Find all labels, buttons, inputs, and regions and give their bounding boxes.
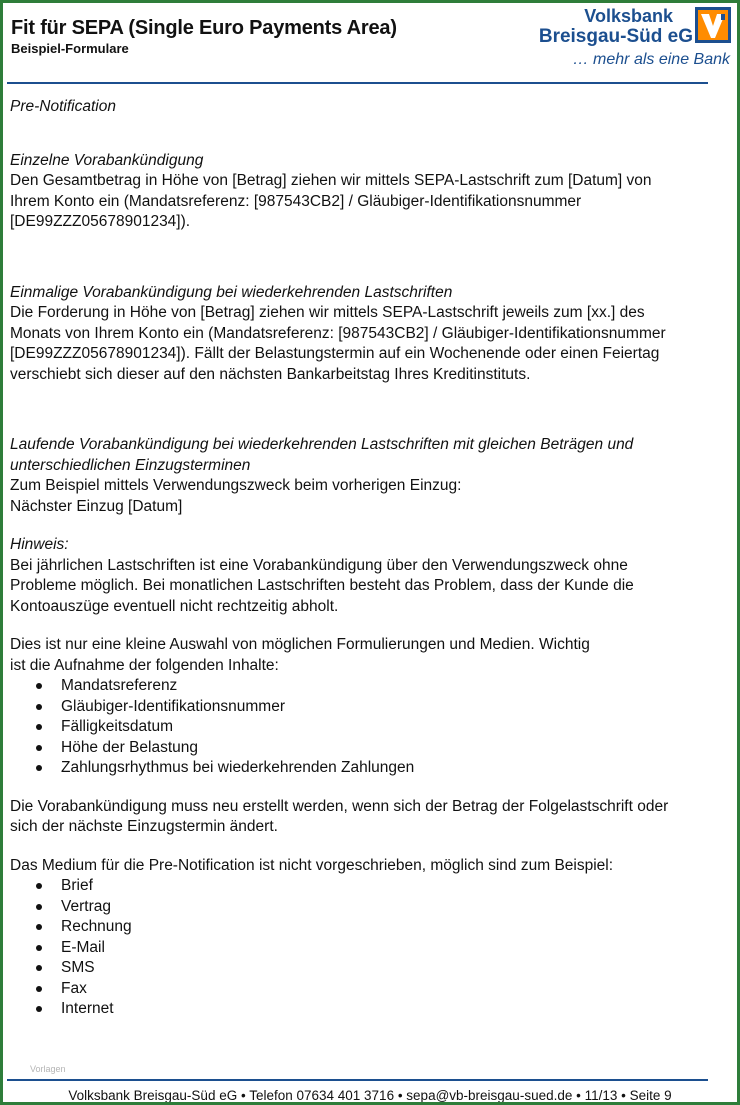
document-title: Fit für SEPA (Single Euro Payments Area) <box>11 17 397 39</box>
list-item: Gläubiger-Identifikationsnummer <box>10 697 734 718</box>
recurring-once-heading: Einmalige Vorabankündigung bei wiederkehrenden Lastschriften <box>10 283 453 301</box>
list-item: E-Mail <box>10 938 734 959</box>
body-line: Das Medium für die Pre-Notification ist nicht vorgeschrieben, möglich sind zum Beispiel: <box>10 856 614 874</box>
note-heading: Hinweis: <box>10 536 69 553</box>
footer-divider <box>7 1079 708 1081</box>
body-line: Die Vorabankündigung muss neu erstellt werden, wenn sich der Betrag der Folgelastschrift oder <box>10 797 669 815</box>
single-notice-heading: Einzelne Vorabankündigung <box>10 151 204 169</box>
document-subtitle: Beispiel-Formulare <box>11 41 129 56</box>
bank-logo <box>491 5 731 71</box>
body-line: verschiebt sich dieser auf den nächsten Bankarbeitstag Ihres Kreditinstituts. <box>10 365 531 383</box>
body-line: Ihrem Konto ein (Mandatsreferenz: [987543CB2] / Gläubiger-Identifikationsnummer <box>10 192 582 210</box>
medium-list <box>10 876 734 1020</box>
body-line: Nächster Einzug [Datum] <box>10 497 183 515</box>
document-body <box>10 97 734 1020</box>
list-item: Brief <box>10 876 734 897</box>
list-item: SMS <box>10 958 734 979</box>
logo-name-line2: Breisgau-Süd eG <box>538 26 693 47</box>
body-line: [DE99ZZZ05678901234]). Fällt der Belastungstermin auf ein Wochenende oder einen Feiertag <box>10 345 660 362</box>
list-item: Fälligkeitsdatum <box>10 717 734 738</box>
body-line: Kontoauszüge eventuell nicht rechtzeitig abholt. <box>10 597 339 615</box>
list-item: Höhe der Belastung <box>10 738 734 759</box>
header-divider <box>7 82 708 84</box>
body-line: [DE99ZZZ05678901234]). <box>10 213 191 230</box>
body-line: Probleme möglich. Bei monatlichen Lastschriften besteht das Problem, dass der Kunde die <box>10 577 634 594</box>
list-item: Mandatsreferenz <box>10 676 734 697</box>
bank-logo-icon <box>695 7 731 43</box>
page-footer: Volksbank Breisgau-Süd eG • Telefon 07634 401 3716 • sepa@vb-breisgau-sued.de • 11/13 • Seite 9 <box>68 1088 672 1102</box>
list-item: Rechnung <box>10 917 734 938</box>
logo-slogan: … mehr als eine Bank <box>572 51 730 68</box>
list-item: Zahlungsrhythmus bei wiederkehrenden Zahlungen <box>10 758 734 779</box>
body-line: Dies ist nur eine kleine Auswahl von möglichen Formulierungen und Medien. Wichtig <box>10 636 590 653</box>
body-line: Monats von Ihrem Konto ein (Mandatsreferenz: [987543CB2] / Gläubiger-Identifikationsnummer <box>10 324 666 342</box>
list-item: Vertrag <box>10 897 734 918</box>
logo-name-line1: Volksbank <box>584 6 673 26</box>
body-line: Den Gesamtbetrag in Höhe von [Betrag] ziehen wir mittels SEPA-Lastschrift zum [Datum] von <box>10 172 652 189</box>
ongoing-notice-heading: Laufende Vorabankündigung bei wiederkehrenden Lastschriften mit gleichen Beträgen und <box>10 436 634 453</box>
page-header <box>3 3 737 87</box>
document-page <box>3 3 737 1102</box>
body-line: Zum Beispiel mittels Verwendungszweck beim vorherigen Einzug: <box>10 477 462 494</box>
body-line: sich der nächste Einzugstermin ändert. <box>10 818 278 835</box>
section-title: Pre-Notification <box>10 98 116 115</box>
list-item: Fax <box>10 979 734 1000</box>
body-line: Bei jährlichen Lastschriften ist eine Vorabankündigung über den Verwendungszweck ohne <box>10 556 628 574</box>
required-contents-list <box>10 676 734 779</box>
watermark: Vorlagen <box>30 1064 66 1074</box>
body-line: ist die Aufnahme der folgenden Inhalte: <box>10 656 279 674</box>
ongoing-notice-heading: unterschiedlichen Einzugsterminen <box>10 456 251 474</box>
body-line: Die Forderung in Höhe von [Betrag] ziehen wir mittels SEPA-Lastschrift jeweils zum [xx.] des <box>10 304 645 321</box>
list-item: Internet <box>10 999 734 1020</box>
